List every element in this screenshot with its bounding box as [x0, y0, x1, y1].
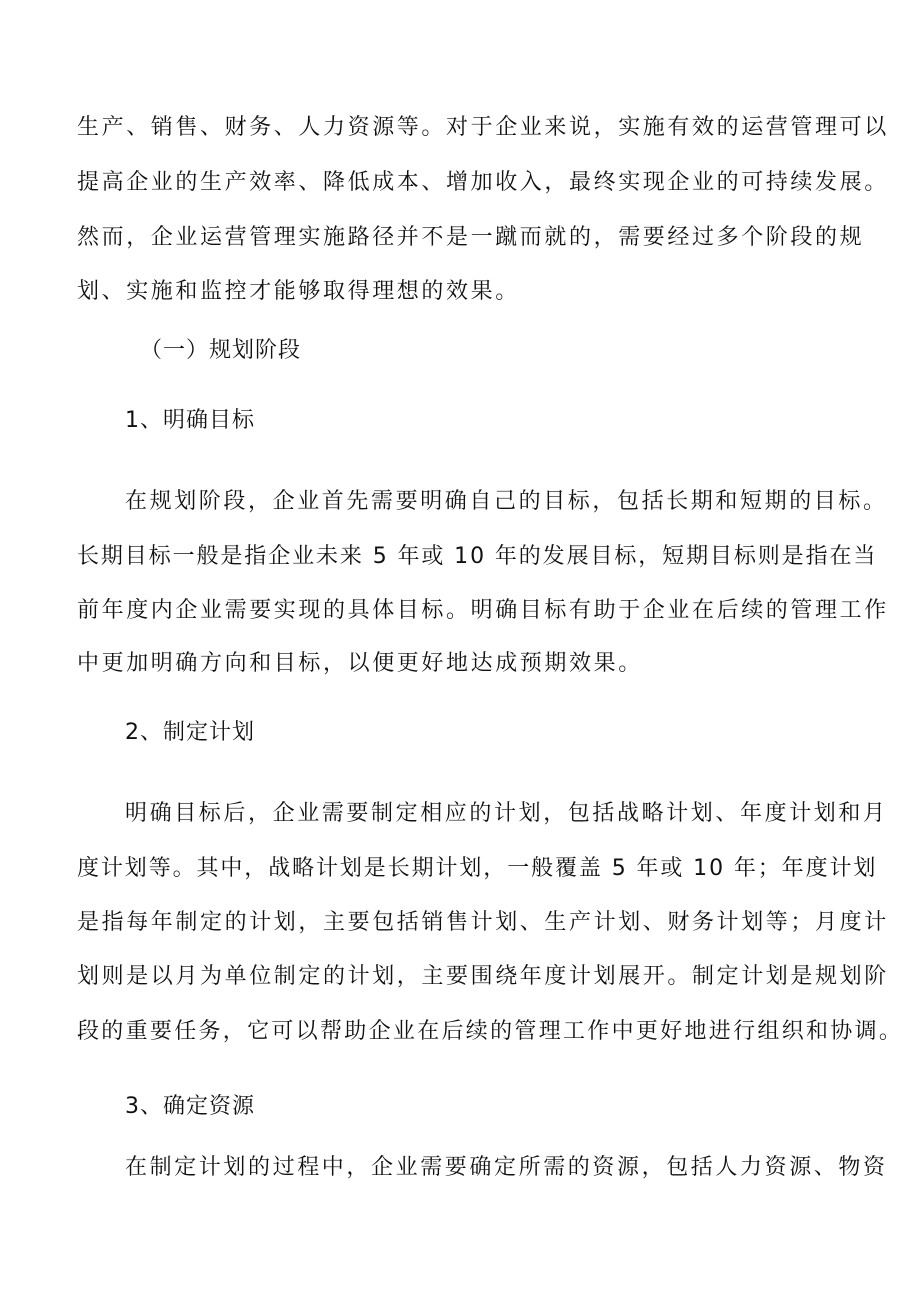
intro-line-3: 然而，企业运营管理实施路径并不是一蹴而就的，需要经过多个阶段的规	[77, 225, 865, 250]
item-2-line-1: 明确目标后，企业需要制定相应的计划，包括战略计划、年度计划和月	[125, 801, 888, 826]
item-2-heading: 2、制定计划	[125, 720, 255, 745]
section-title: （一）规划阶段	[140, 338, 302, 363]
intro-line-1: 生产、销售、财务、人力资源等。对于企业来说，实施有效的运营管理可以	[77, 115, 889, 140]
intro-line-4: 划、实施和监控才能够取得理想的效果。	[77, 279, 520, 304]
item-1-line-3: 前年度内企业需要实现的具体目标。明确目标有助于企业在后续的管理工作	[77, 598, 889, 623]
item-2-line-5: 段的重要任务，它可以帮助企业在后续的管理工作中更好地进行组织和协调。	[77, 1019, 904, 1044]
item-2-line-2: 度计划等。其中，战略计划是长期计划，一般覆盖 5 年或 10 年；年度计划	[77, 856, 878, 881]
item-2-line-3: 是指每年制定的计划，主要包括销售计划、生产计划、财务计划等；月度计	[77, 910, 889, 935]
item-3-line-1: 在制定计划的过程中，企业需要确定所需的资源，包括人力资源、物资	[125, 1155, 888, 1180]
item-3-heading: 3、确定资源	[125, 1094, 255, 1119]
item-1-line-1: 在规划阶段，企业首先需要明确自己的目标，包括长期和短期的目标。	[125, 489, 888, 514]
item-1-line-2: 长期目标一般是指企业未来 5 年或 10 年的发展目标，短期目标则是指在当	[77, 544, 878, 569]
item-2-line-4: 划则是以月为单位制定的计划，主要围绕年度计划展开。制定计划是规划阶	[77, 964, 889, 989]
item-1-line-4: 中更加明确方向和目标，以便更好地达成预期效果。	[77, 651, 643, 676]
intro-line-2: 提高企业的生产效率、降低成本、增加收入，最终实现企业的可持续发展。	[77, 170, 889, 195]
item-1-heading: 1、明确目标	[125, 408, 255, 433]
